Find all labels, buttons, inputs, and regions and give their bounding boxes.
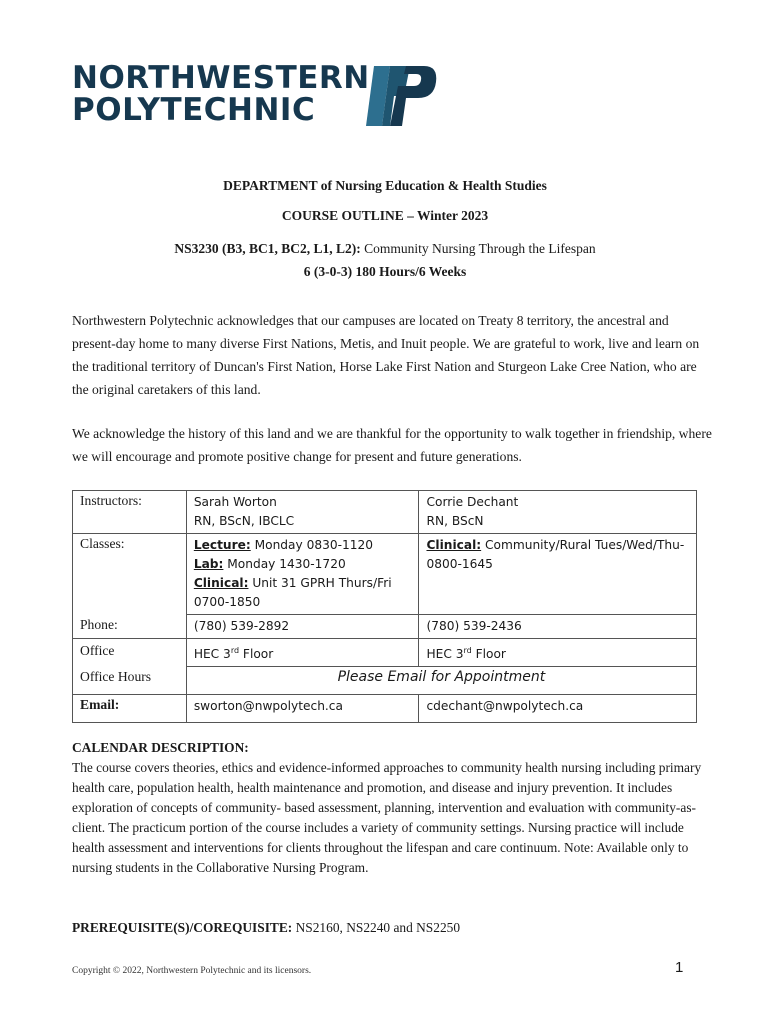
office-floor: Floor <box>471 647 506 662</box>
clinical-value: Community/Rural Tues/Wed/Thu- 0800-1645 <box>426 538 685 571</box>
table-row <box>73 615 697 639</box>
land-acknowledgement-para1: Northwestern Polytechnic acknowledges that our campuses are located on Treaty 8 territory, the ancestral and present-day home to many diverse First Nations, Metis, and Inuit people. We are grateful to work, live and learn on the traditional territory of Duncan's First Nation, Horse Lake First Nation and Sturgeon Lake Cree Nation, who are the original caretakers of this land. <box>72 313 700 397</box>
office-floor: Floor <box>239 647 274 662</box>
office-superscript: rd <box>463 646 472 655</box>
instructor-info-table <box>72 490 697 723</box>
instructors-label: Instructors: <box>73 491 187 534</box>
office-text: HEC 3 <box>193 647 231 662</box>
clinical-label: Clinical: <box>426 538 482 552</box>
clinical-label: Clinical: <box>193 576 249 590</box>
table-row <box>73 667 697 695</box>
clinical-value: Unit 31 GPRH Thurs/Fri 0700-1850 <box>193 576 392 609</box>
prerequisite-line <box>72 918 712 938</box>
phone-label: Phone: <box>73 615 187 639</box>
instructor2-classes <box>419 534 697 615</box>
department-heading: DEPARTMENT of Nursing Education & Health Studies <box>223 178 547 193</box>
course-outline-heading: COURSE OUTLINE – Winter 2023 <box>281 208 489 223</box>
lab-value: Monday 1430-1720 <box>223 557 346 571</box>
office-hours-value: Please Email for Appointment <box>186 667 696 695</box>
logo-np-mark-icon <box>360 66 438 126</box>
instructor2-email[interactable]: cdechant@nwpolytech.ca <box>419 695 697 723</box>
instructor2-name: Corrie Dechant <box>426 495 519 509</box>
lab-label: Lab: <box>193 557 224 571</box>
classes-label: Classes: <box>73 534 187 615</box>
institution-logo <box>72 62 442 128</box>
clinical-line <box>426 536 689 574</box>
instructor1-cell <box>186 491 419 534</box>
logo-wordmark-line2: POLYTECHNIC <box>72 92 316 128</box>
table-row <box>73 534 697 615</box>
page-number: 1 <box>675 959 684 976</box>
clinical-line <box>194 574 412 612</box>
instructor1-name: Sarah Worton <box>193 495 277 509</box>
table-row <box>73 639 697 667</box>
instructor2-credentials: RN, BScN <box>426 514 484 528</box>
instructor2-office <box>419 639 697 667</box>
calendar-description-body: The course covers theories, ethics and evidence-informed approaches to community health nursing including primary health care, population health, health maintenance and promotion, and disease and injury prevention. It includes exploration of concepts of community- based assessment, planning, intervention and evaluation with community-as-client. The practicum portion of the course includes a variety of community settings. Nursing practice will include health assessment and interventions for clients throughout the lifespan and care continuum. Note: Available only to nursing students in the Collaborative Nursing Program. <box>72 760 702 875</box>
instructor1-email[interactable]: sworton@nwpolytech.ca <box>186 695 419 723</box>
copyright-footer: Copyright © 2022, Northwestern Polytechnic and its licensors. <box>72 966 312 976</box>
prerequisite-label: PREREQUISITE(S)/COREQUISITE: <box>72 920 293 935</box>
course-code: NS3230 (B3, BC1, BC2, L1, L2): <box>174 241 361 256</box>
office-superscript: rd <box>230 646 240 655</box>
instructor1-classes <box>186 534 419 615</box>
lecture-label: Lecture: <box>193 538 251 552</box>
instructor1-phone: (780) 539-2892 <box>186 615 419 639</box>
course-credits: 6 (3-0-3) 180 Hours/6 Weeks <box>303 264 467 279</box>
office-hours-label: Office Hours <box>73 667 187 695</box>
lecture-line <box>194 536 412 555</box>
office-text: HEC 3 <box>426 647 464 662</box>
office-label: Office <box>73 639 187 667</box>
prerequisite-value: NS2160, NS2240 and NS2250 <box>292 920 461 935</box>
instructor1-office <box>186 639 419 667</box>
land-acknowledgement-para2: We acknowledge the history of this land and we are thankful for the opportunity to walk together in friendship, where we will encourage and promote positive change for present and future generations. <box>72 426 712 464</box>
course-title-line <box>0 241 770 257</box>
lab-line <box>194 555 412 574</box>
logo-wordmark-line1: NORTHWESTERN <box>72 60 370 96</box>
calendar-description-heading: CALENDAR DESCRIPTION: <box>72 740 249 755</box>
lecture-value: Monday 0830-1120 <box>250 538 374 552</box>
course-title: Community Nursing Through the Lifespan <box>360 241 596 256</box>
table-row <box>73 695 697 723</box>
instructor1-credentials: RN, BScN, IBCLC <box>193 514 295 528</box>
table-row <box>73 491 697 534</box>
email-label: Email: <box>73 695 187 723</box>
instructor2-phone: (780) 539-2436 <box>419 615 697 639</box>
instructor2-cell <box>419 491 697 534</box>
